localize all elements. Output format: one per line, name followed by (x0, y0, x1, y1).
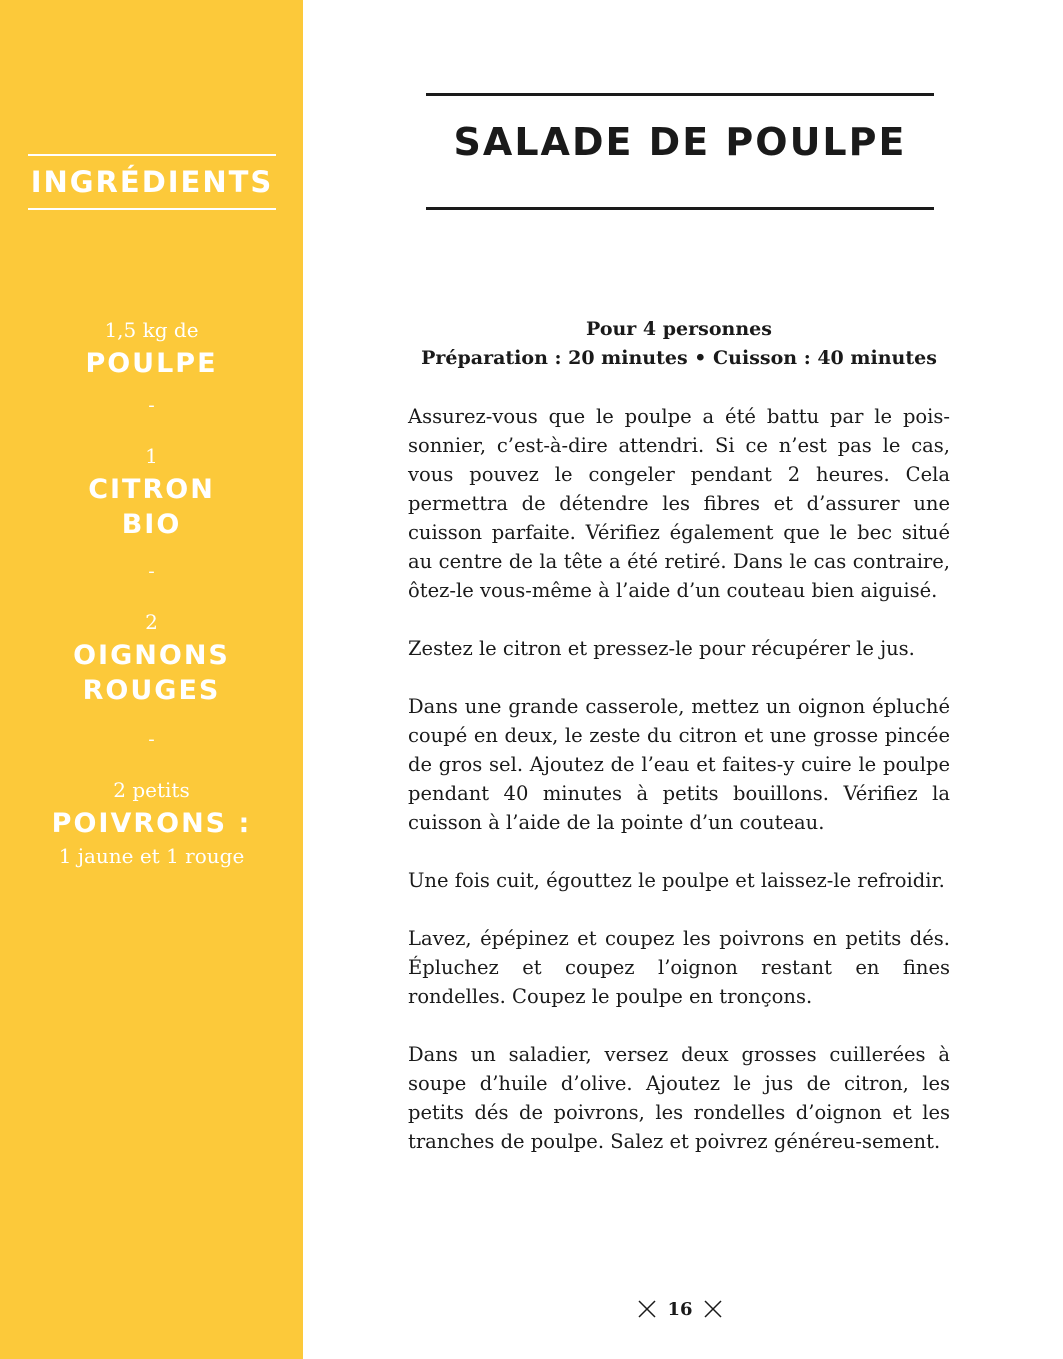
instruction-paragraph: Une fois cuit, égouttez le poulpe et laissez-le refroidir. (408, 869, 945, 892)
ingredient-quantity: 1,5 kg de (104, 318, 199, 342)
page-footer (630, 1294, 730, 1324)
servings: Pour 4 personnes (586, 318, 772, 340)
page-number: 16 (667, 1298, 693, 1320)
prep-cook-times: Préparation : 20 minutes • Cuisson : 40 minutes (421, 347, 937, 369)
ingredient-item (0, 774, 303, 871)
ingredient-quantity: 1 (145, 444, 158, 468)
ingredients-sidebar (0, 0, 303, 1359)
ingredients-heading-box (28, 154, 276, 210)
ingredient-name: POULPE (85, 348, 218, 379)
ingredient-quantity: 2 petits (113, 778, 190, 802)
instruction-paragraph: Dans un saladier, versez deux grosses cuillerées à soupe d’huile d’olive. Ajoutez le jus de citron, les petits dés de poivrons, les rondelles d’oignon et les tranches de poulpe. Salez et poivrez généreu-sement. (408, 1043, 950, 1153)
recipe-meta (408, 315, 950, 373)
cross-icon (703, 1299, 723, 1319)
ingredients-list (0, 314, 303, 871)
ingredient-item (0, 440, 303, 562)
ingredient-quantity: 2 (145, 610, 158, 634)
ingredient-separator: - (148, 729, 155, 750)
title-rule-top (426, 93, 934, 96)
title-rule-bottom (426, 207, 934, 210)
ingredient-name: POIVRONS : (51, 808, 252, 839)
ingredient-name: ROUGES (82, 675, 221, 706)
cross-icon (637, 1299, 657, 1319)
instruction-paragraph: Dans une grande casserole, mettez un oignon épluché coupé en deux, le zeste du citron et une grosse pincée de gros sel. Ajoutez de l’eau et faites-y cuire le poulpe pendant 40 minutes à petits bouillons. Vérifiez la cuisson à l’aide de la pointe d’un couteau. (408, 695, 950, 834)
ingredient-separator: - (148, 561, 155, 582)
ingredient-separator: - (148, 395, 155, 416)
recipe-instructions (408, 402, 950, 1185)
ingredient-note: 1 jaune et 1 rouge (58, 844, 245, 868)
instruction-paragraph: Zestez le citron et pressez-le pour récupérer le jus. (408, 637, 915, 660)
instruction-paragraph: Lavez, épépinez et coupez les poivrons en petits dés. Épluchez et coupez l’oignon restant en fines rondelles. Coupez le poulpe en tronçons. (408, 927, 950, 1008)
ingredient-item (0, 314, 303, 396)
ingredient-name: BIO (121, 509, 182, 540)
instruction-paragraph: Assurez-vous que le poulpe a été battu par le pois-sonnier, c’est-à-dire attendri. Si ce n’est pas le cas, vous pouvez le congeler pendant 2 heures. Cela permettra de détendre les fibres et d’assurer une cuisson parfaite. Vérifiez également que le bec situé au centre de la tête a été retiré. Dans le cas contraire, ôtez-le vous-même à l’aide d’un couteau bien aiguisé. (408, 405, 950, 602)
ingredient-name: OIGNONS (73, 640, 230, 671)
ingredient-name: CITRON (88, 474, 215, 505)
ingredients-heading: INGRÉDIENTS (30, 165, 274, 199)
ingredient-item (0, 606, 303, 730)
recipe-title: SALADE DE POULPE (453, 120, 907, 164)
